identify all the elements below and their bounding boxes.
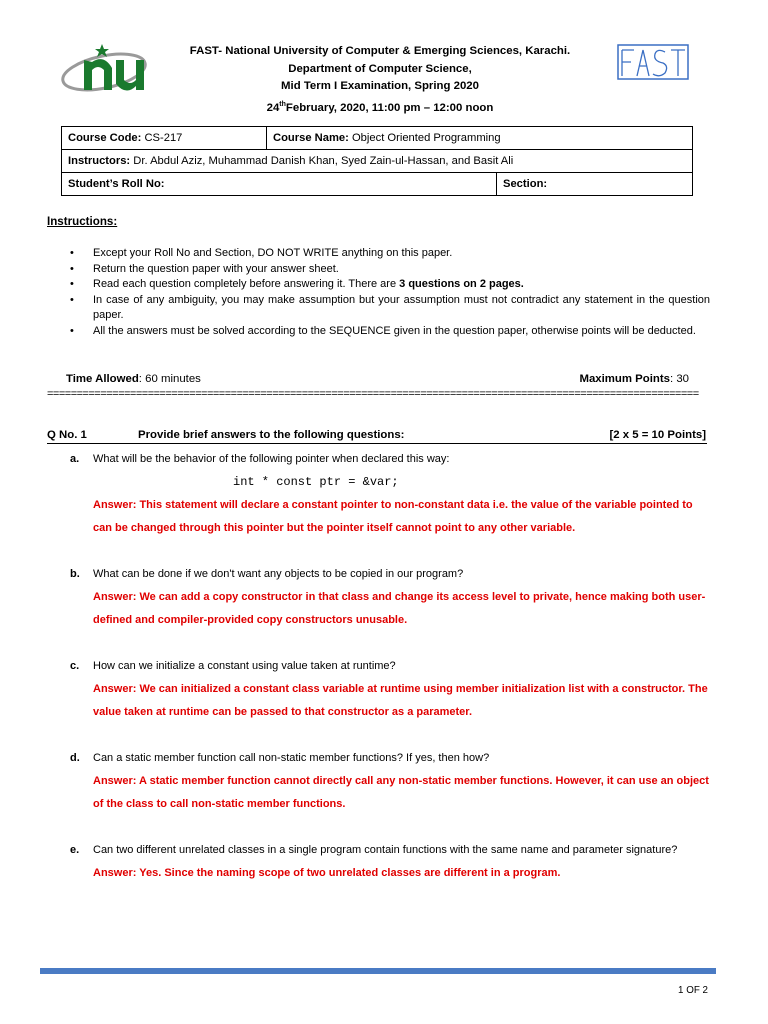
- question-part-c: [70, 655, 710, 724]
- exam-date: 24thFebruary, 2020, 11:00 pm – 12:00 noon: [266, 100, 494, 114]
- list-item: • All the answers must be solved according to the SEQUENCE given in the question paper, otherwise points will be deducted.: [70, 324, 710, 340]
- part-question: What can be done if we don't want any objects to be copied in our program?: [93, 568, 464, 580]
- question-part-b: [70, 563, 710, 632]
- department-name: Department of Computer Science,: [288, 62, 472, 75]
- instructors-cell: Instructors: Dr. Abdul Aziz, Muhammad Danish Khan, Syed Zain-ul-Hassan, and Basit Ali: [62, 150, 693, 173]
- exam-header: [160, 43, 600, 117]
- part-letter: a.: [70, 453, 80, 465]
- question-part-e: [70, 839, 710, 885]
- question-part-d: [70, 747, 710, 816]
- question-part-a: [70, 448, 710, 540]
- question-underline: [47, 443, 707, 444]
- course-info-table: [61, 126, 693, 196]
- exam-title: Mid Term I Examination, Spring 2020: [281, 80, 479, 92]
- part-answer: Answer: This statement will declare a constant pointer to non-constant data i.e. the value of the variable pointed to can be changed through this pointer but the pointer itself cannot point to any other variable.: [93, 499, 693, 534]
- part-answer: Answer: We can add a copy constructor in that class and change its access level to private, hence making both user-defined and compiler-provided copy constructors unusable.: [93, 591, 706, 626]
- part-answer: Answer: We can initialized a constant class variable at runtime using member initialization list with a constructor. The value taken at runtime can be passed to that constructor as a parameter.: [93, 683, 708, 718]
- part-letter: e.: [70, 844, 80, 856]
- part-answer: Answer: Yes. Since the naming scope of two unrelated classes are different in a program.: [93, 867, 561, 879]
- course-name-cell: Course Name: Object Oriented Programming: [267, 127, 693, 150]
- part-answer: Answer: A static member function cannot directly call any non-static member functions. However, it can use an object of the class to call non-static member functions.: [93, 775, 709, 810]
- list-item: • Except your Roll No and Section, DO NOT WRITE anything on this paper.: [70, 246, 710, 262]
- nu-logo-icon: [58, 40, 158, 98]
- list-item: • Return the question paper with your answer sheet.: [70, 262, 710, 278]
- part-letter: c.: [70, 660, 80, 672]
- list-item: • In case of any ambiguity, you may make assumption but your assumption must not contradict any statement in the question paper.: [70, 293, 710, 322]
- bullet-icon: •: [70, 278, 74, 291]
- bullet-icon: •: [70, 293, 74, 306]
- part-question: How can we initialize a constant using value taken at runtime?: [93, 660, 396, 672]
- question-points: [2 x 5 = 10 Points]: [609, 429, 706, 441]
- part-question: Can two different unrelated classes in a single program contain functions with the same name and parameter signature?: [93, 844, 678, 856]
- part-question: Can a static member function call non-static member functions? If yes, then how?: [93, 752, 490, 764]
- question-number: Q No. 1: [47, 429, 87, 441]
- instructions-list: [70, 246, 710, 340]
- bullet-icon: •: [70, 247, 74, 259]
- roll-no-cell: Student’s Roll No:: [62, 173, 497, 196]
- footer-bar: [40, 968, 716, 974]
- maximum-points: Maximum Points: 30: [579, 373, 689, 385]
- part-letter: d.: [70, 752, 80, 764]
- section-cell: Section:: [497, 173, 693, 196]
- course-code-cell: Course Code: CS-217: [62, 127, 267, 150]
- instructions-heading: Instructions:: [47, 215, 118, 228]
- part-question: What will be the behavior of the following pointer when declared this way:: [93, 453, 450, 465]
- list-item: • Read each question completely before answering it. There are 3 questions on 2 pages.: [70, 277, 710, 293]
- bullet-icon: •: [70, 324, 74, 337]
- question-title: Provide brief answers to the following questions:: [138, 429, 405, 441]
- page-number: 1 OF 2: [678, 985, 708, 996]
- university-name: FAST- National University of Computer & Emerging Sciences, Karachi.: [189, 45, 571, 57]
- time-allowed: Time Allowed: 60 minutes: [66, 373, 201, 385]
- fast-logo-icon: [617, 44, 689, 82]
- code-snippet: int * const ptr = &var;: [233, 475, 399, 489]
- part-letter: b.: [70, 568, 80, 580]
- separator-line: ==============================================================================================================: [47, 388, 699, 400]
- bullet-icon: •: [70, 262, 74, 275]
